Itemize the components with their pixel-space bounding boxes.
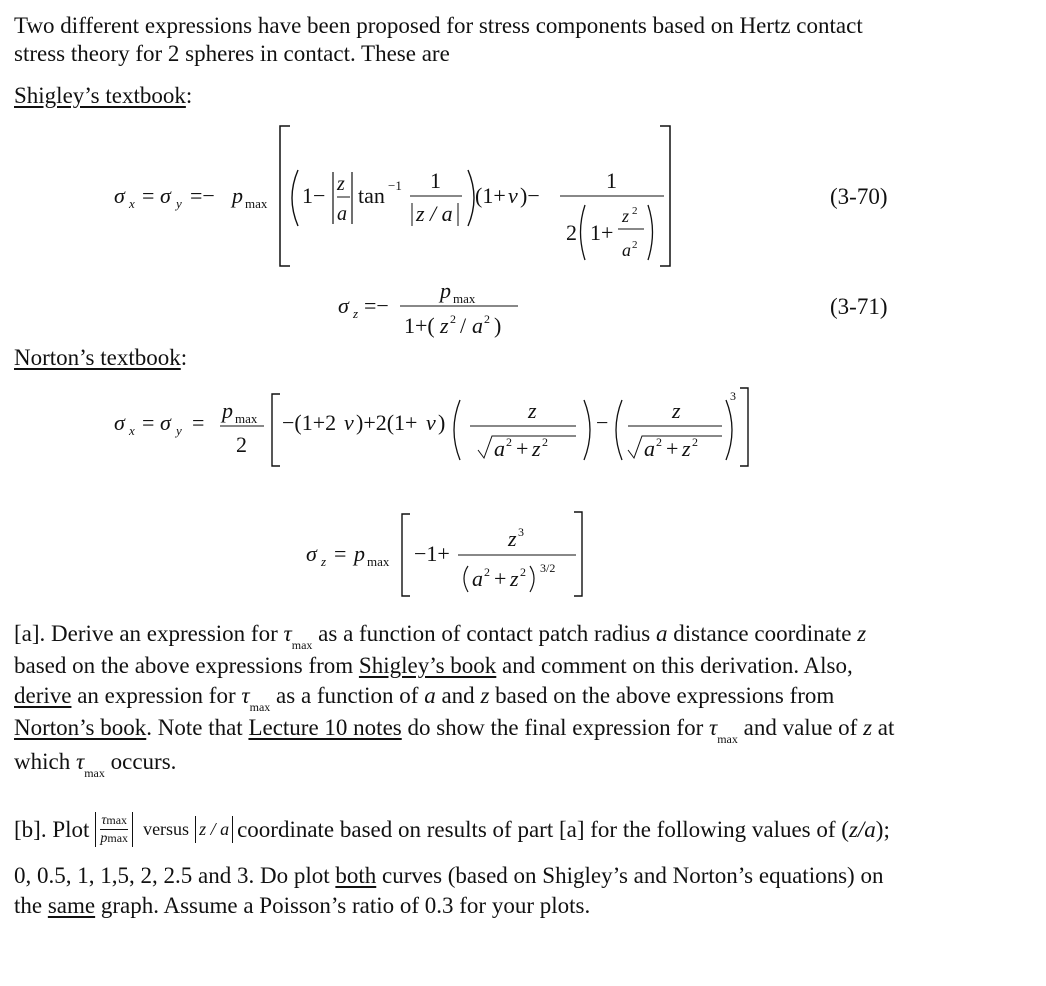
part-a-text: at (877, 715, 895, 740)
equation-norton-sigma-z (306, 512, 582, 596)
svg-text:z: z (672, 398, 681, 423)
svg-text:−: − (596, 410, 609, 435)
svg-text:z: z (622, 206, 630, 226)
svg-text:max: max (453, 291, 476, 306)
svg-text:1−: 1− (302, 183, 326, 208)
same-link: same (47, 893, 96, 918)
tau-symbol: τ (101, 813, 107, 828)
svg-text:σ: σ (114, 410, 125, 435)
part-a-text: distance coordinate (673, 621, 852, 646)
shigley-heading-text: Shigley’s textbook (14, 83, 186, 108)
svg-text:=−: =− (190, 183, 215, 208)
both-link: both (335, 863, 377, 888)
z-over-a-abs: z / a (195, 816, 233, 843)
max-subscript: max (84, 766, 105, 780)
shigley-book-link: Shigley’s book (358, 653, 497, 678)
svg-text:z: z (532, 436, 541, 461)
max-subscript: max (717, 732, 738, 746)
svg-text:z: z (510, 566, 519, 591)
svg-text:σ: σ (306, 541, 317, 566)
shigley-heading-colon: : (185, 83, 193, 108)
part-b-text: 0, 0.5, 1, 1,5, 2, 2.5 and 3. Do plot (14, 863, 330, 888)
tau-over-p-fraction (95, 812, 133, 847)
svg-text:a: a (622, 240, 631, 260)
equation-3-71 (338, 278, 518, 338)
svg-text:2: 2 (450, 312, 456, 326)
versus-text: versus (143, 819, 190, 839)
var-z: z (857, 621, 867, 646)
svg-text:ν: ν (344, 410, 354, 435)
svg-text:2: 2 (632, 239, 638, 251)
max-subscript: max (106, 813, 128, 827)
svg-text:z: z (508, 526, 517, 551)
svg-text:z: z (321, 554, 327, 569)
var-z: z (480, 683, 490, 708)
part-b-line-2 (14, 862, 883, 889)
svg-text:+: + (516, 436, 529, 461)
norton-heading (14, 344, 187, 371)
max-subscript: max (249, 700, 271, 714)
part-a-text: based on the above expressions from (495, 683, 835, 708)
part-a-text: occurs. (110, 749, 177, 774)
part-b-text: coordinate based on results of part [a] for the following values of ( (237, 817, 849, 842)
svg-text:z / a: z / a (416, 201, 453, 226)
svg-text:2: 2 (632, 205, 638, 217)
p-symbol: p (100, 831, 108, 846)
derive-link: derive (14, 683, 72, 708)
svg-text:1: 1 (606, 168, 617, 193)
svg-text:a: a (644, 436, 655, 461)
lecture-notes-link: Lecture 10 notes (248, 715, 402, 740)
svg-text:3: 3 (730, 389, 736, 403)
svg-text:1: 1 (430, 168, 441, 193)
svg-text:/: / (460, 313, 467, 338)
svg-text:ν: ν (508, 183, 518, 208)
var-z: z (863, 715, 873, 740)
var-a: a (656, 621, 668, 646)
part-b-text: graph. Assume a Poisson’s ratio of 0.3 for your plots. (100, 893, 591, 918)
part-b-text: curves (based on Shigley’s and Norton’s equations) on (382, 863, 884, 888)
part-a-line-5 (14, 748, 176, 779)
norton-heading-colon: : (180, 345, 188, 370)
svg-text:tan: tan (358, 183, 385, 208)
svg-text:+: + (666, 436, 679, 461)
svg-text:p: p (232, 183, 243, 208)
svg-text:1+(: 1+( (404, 313, 435, 338)
max-subscript: max (291, 638, 313, 652)
svg-text:=: = (334, 541, 347, 566)
svg-text:2: 2 (236, 432, 247, 457)
max-subscript: max (107, 831, 129, 845)
svg-text:a: a (337, 203, 347, 225)
equation-3-70 (114, 126, 670, 266)
svg-text:σ: σ (338, 293, 349, 318)
part-a-line-1 (14, 620, 866, 651)
part-a-text: as a function of contact patch radius (318, 621, 651, 646)
svg-text:=: = (142, 183, 155, 208)
svg-text:)+2(1+: )+2(1+ (356, 410, 418, 435)
svg-text:z: z (528, 398, 537, 423)
svg-text:)−: )− (520, 183, 540, 208)
tau-symbol: τ (241, 683, 250, 708)
svg-text:): ) (438, 410, 446, 435)
tau-symbol: τ (708, 715, 718, 740)
svg-text:2: 2 (566, 220, 577, 245)
equation-label-3-71: (3-71) (830, 294, 888, 319)
svg-text:=−: =− (364, 293, 389, 318)
part-a-text: which (14, 749, 71, 774)
svg-text:z: z (353, 306, 359, 321)
part-a-line-2 (14, 652, 853, 679)
svg-text:a: a (472, 566, 483, 591)
svg-text:2: 2 (484, 312, 490, 326)
equation-norton-sigma-xy (114, 388, 748, 466)
var-a: a (424, 683, 436, 708)
svg-text:2: 2 (542, 435, 548, 449)
part-a-line-3 (14, 682, 834, 713)
part-a-text: and comment on this derivation. Also, (502, 653, 853, 678)
part-a-text: an expression for (77, 683, 236, 708)
equation-label-3-70: (3-70) (830, 184, 888, 209)
svg-text:a: a (472, 313, 483, 338)
svg-text:σ: σ (114, 183, 125, 208)
part-a-text: . Note that (146, 715, 243, 740)
tau-symbol: τ (75, 749, 85, 774)
svg-text:σ: σ (160, 410, 171, 435)
svg-text:=: = (192, 410, 205, 435)
svg-text:2: 2 (506, 435, 512, 449)
svg-text:x: x (129, 423, 135, 438)
part-a-text: and value of (743, 715, 858, 740)
svg-text:=: = (142, 410, 155, 435)
svg-text:−1+: −1+ (414, 541, 450, 566)
intro-line-2: stress theory for 2 spheres in contact. These are (14, 41, 450, 66)
svg-text:y: y (176, 196, 182, 211)
svg-text:+: + (494, 566, 507, 591)
part-b-line-1 (14, 812, 890, 847)
svg-text:σ: σ (160, 183, 171, 208)
svg-text:ν: ν (426, 410, 436, 435)
part-a-text: as a function of (276, 683, 419, 708)
part-b-line-3 (14, 892, 590, 919)
svg-text:z: z (337, 173, 345, 195)
svg-text:2: 2 (484, 565, 490, 579)
norton-heading-text: Norton’s textbook (14, 345, 181, 370)
norton-book-link: Norton’s book (14, 715, 147, 740)
part-a-text: based on the above expressions from (14, 653, 354, 678)
part-a-line-4 (14, 714, 894, 745)
svg-text:p: p (440, 278, 451, 303)
svg-text:p: p (354, 541, 365, 566)
svg-text:a: a (494, 436, 505, 461)
svg-text:2: 2 (656, 435, 662, 449)
svg-text:−1: −1 (388, 178, 402, 193)
part-a-text: do show the final expression for (407, 715, 704, 740)
part-a-text: and (441, 683, 475, 708)
z-over-a-label: z/a (848, 817, 876, 842)
svg-text:max: max (367, 554, 390, 569)
tau-symbol: τ (283, 621, 292, 646)
svg-text:1+: 1+ (590, 220, 614, 245)
svg-text:y: y (176, 423, 182, 438)
part-a-text: [a]. Derive an expression for (14, 621, 278, 646)
svg-text:3/2: 3/2 (540, 561, 556, 575)
part-b-text: [b]. Plot (14, 817, 90, 842)
svg-text:−(1+2: −(1+2 (282, 410, 337, 435)
svg-text:max: max (235, 411, 258, 426)
svg-text:2: 2 (520, 565, 526, 579)
part-b-text: the (14, 893, 43, 918)
svg-text:z: z (682, 436, 691, 461)
svg-text:): ) (494, 313, 502, 338)
part-b-text: ); (875, 817, 890, 842)
svg-text:2: 2 (692, 435, 698, 449)
intro-line-1: Two different expressions have been proposed for stress components based on Hertz contact (14, 13, 863, 38)
svg-text:x: x (129, 196, 135, 211)
svg-text:z: z (440, 313, 449, 338)
svg-text:max: max (245, 196, 268, 211)
svg-text:p: p (222, 398, 233, 423)
svg-text:(1+: (1+ (475, 183, 506, 208)
svg-text:3: 3 (518, 525, 524, 539)
